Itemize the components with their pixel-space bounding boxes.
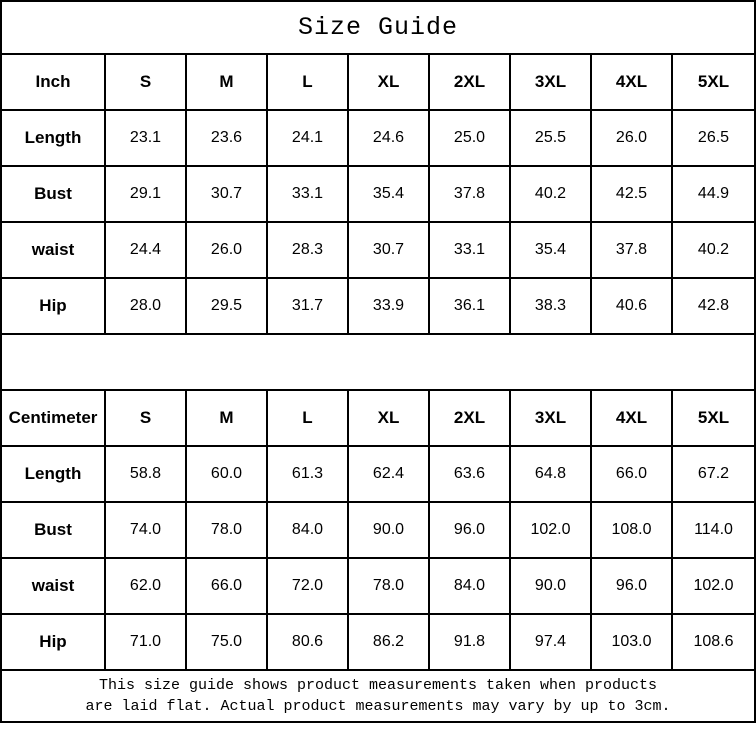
row-label-cell: Bust	[2, 503, 106, 559]
value-cell: 25.5	[511, 111, 592, 167]
value-cell: 36.1	[430, 279, 511, 335]
value-cell: 26.0	[187, 223, 268, 279]
table-spacer	[2, 335, 754, 391]
row-label-cell: Bust	[2, 167, 106, 223]
value-cell: 90.0	[511, 559, 592, 615]
value-cell: 84.0	[430, 559, 511, 615]
row-label-cell: Length	[2, 111, 106, 167]
value-cell: 97.4	[511, 615, 592, 671]
value-cell: 42.5	[592, 167, 673, 223]
value-cell: 35.4	[349, 167, 430, 223]
value-cell: 86.2	[349, 615, 430, 671]
unit-header-cell: Centimeter	[2, 391, 106, 447]
value-cell: 29.1	[106, 167, 187, 223]
value-cell: 63.6	[430, 447, 511, 503]
row-label-cell: Hip	[2, 615, 106, 671]
centimeter-size-table	[2, 391, 754, 671]
size-header-cell: XL	[349, 55, 430, 111]
size-header-cell: 3XL	[511, 391, 592, 447]
value-cell: 103.0	[592, 615, 673, 671]
value-cell: 30.7	[349, 223, 430, 279]
value-cell: 33.9	[349, 279, 430, 335]
value-cell: 114.0	[673, 503, 754, 559]
value-cell: 28.3	[268, 223, 349, 279]
value-cell: 60.0	[187, 447, 268, 503]
size-header-cell: S	[106, 391, 187, 447]
value-cell: 24.1	[268, 111, 349, 167]
value-cell: 40.2	[511, 167, 592, 223]
value-cell: 42.8	[673, 279, 754, 335]
value-cell: 26.0	[592, 111, 673, 167]
value-cell: 44.9	[673, 167, 754, 223]
row-label-cell: Length	[2, 447, 106, 503]
size-header-cell: L	[268, 55, 349, 111]
value-cell: 78.0	[187, 503, 268, 559]
value-cell: 96.0	[430, 503, 511, 559]
value-cell: 33.1	[268, 167, 349, 223]
value-cell: 23.1	[106, 111, 187, 167]
value-cell: 24.6	[349, 111, 430, 167]
value-cell: 62.4	[349, 447, 430, 503]
value-cell: 28.0	[106, 279, 187, 335]
value-cell: 90.0	[349, 503, 430, 559]
size-header-cell: 3XL	[511, 55, 592, 111]
value-cell: 96.0	[592, 559, 673, 615]
size-header-cell: S	[106, 55, 187, 111]
size-header-cell: 2XL	[430, 55, 511, 111]
value-cell: 80.6	[268, 615, 349, 671]
inch-size-table	[2, 55, 754, 335]
value-cell: 29.5	[187, 279, 268, 335]
size-header-cell: 4XL	[592, 55, 673, 111]
size-header-cell: 4XL	[592, 391, 673, 447]
value-cell: 38.3	[511, 279, 592, 335]
value-cell: 67.2	[673, 447, 754, 503]
value-cell: 66.0	[592, 447, 673, 503]
value-cell: 40.6	[592, 279, 673, 335]
value-cell: 33.1	[430, 223, 511, 279]
value-cell: 108.6	[673, 615, 754, 671]
value-cell: 26.5	[673, 111, 754, 167]
value-cell: 30.7	[187, 167, 268, 223]
size-header-cell: L	[268, 391, 349, 447]
value-cell: 37.8	[430, 167, 511, 223]
value-cell: 91.8	[430, 615, 511, 671]
value-cell: 108.0	[592, 503, 673, 559]
value-cell: 71.0	[106, 615, 187, 671]
value-cell: 25.0	[430, 111, 511, 167]
value-cell: 31.7	[268, 279, 349, 335]
value-cell: 74.0	[106, 503, 187, 559]
value-cell: 75.0	[187, 615, 268, 671]
page-title: Size Guide	[2, 2, 754, 55]
value-cell: 35.4	[511, 223, 592, 279]
value-cell: 78.0	[349, 559, 430, 615]
disclaimer-line-2: are laid flat. Actual product measurements may vary by up to 3cm.	[85, 698, 671, 715]
value-cell: 64.8	[511, 447, 592, 503]
disclaimer-line-1: This size guide shows product measurements taken when products	[98, 677, 658, 694]
size-header-cell: M	[187, 55, 268, 111]
value-cell: 84.0	[268, 503, 349, 559]
size-header-cell: XL	[349, 391, 430, 447]
measurement-disclaimer	[2, 671, 754, 721]
value-cell: 61.3	[268, 447, 349, 503]
row-label-cell: waist	[2, 223, 106, 279]
value-cell: 58.8	[106, 447, 187, 503]
value-cell: 37.8	[592, 223, 673, 279]
size-header-cell: 2XL	[430, 391, 511, 447]
size-header-cell: M	[187, 391, 268, 447]
row-label-cell: Hip	[2, 279, 106, 335]
unit-header-cell: Inch	[2, 55, 106, 111]
value-cell: 102.0	[511, 503, 592, 559]
size-header-cell: 5XL	[673, 55, 754, 111]
value-cell: 72.0	[268, 559, 349, 615]
value-cell: 24.4	[106, 223, 187, 279]
value-cell: 40.2	[673, 223, 754, 279]
row-label-cell: waist	[2, 559, 106, 615]
value-cell: 23.6	[187, 111, 268, 167]
value-cell: 102.0	[673, 559, 754, 615]
value-cell: 66.0	[187, 559, 268, 615]
size-header-cell: 5XL	[673, 391, 754, 447]
value-cell: 62.0	[106, 559, 187, 615]
